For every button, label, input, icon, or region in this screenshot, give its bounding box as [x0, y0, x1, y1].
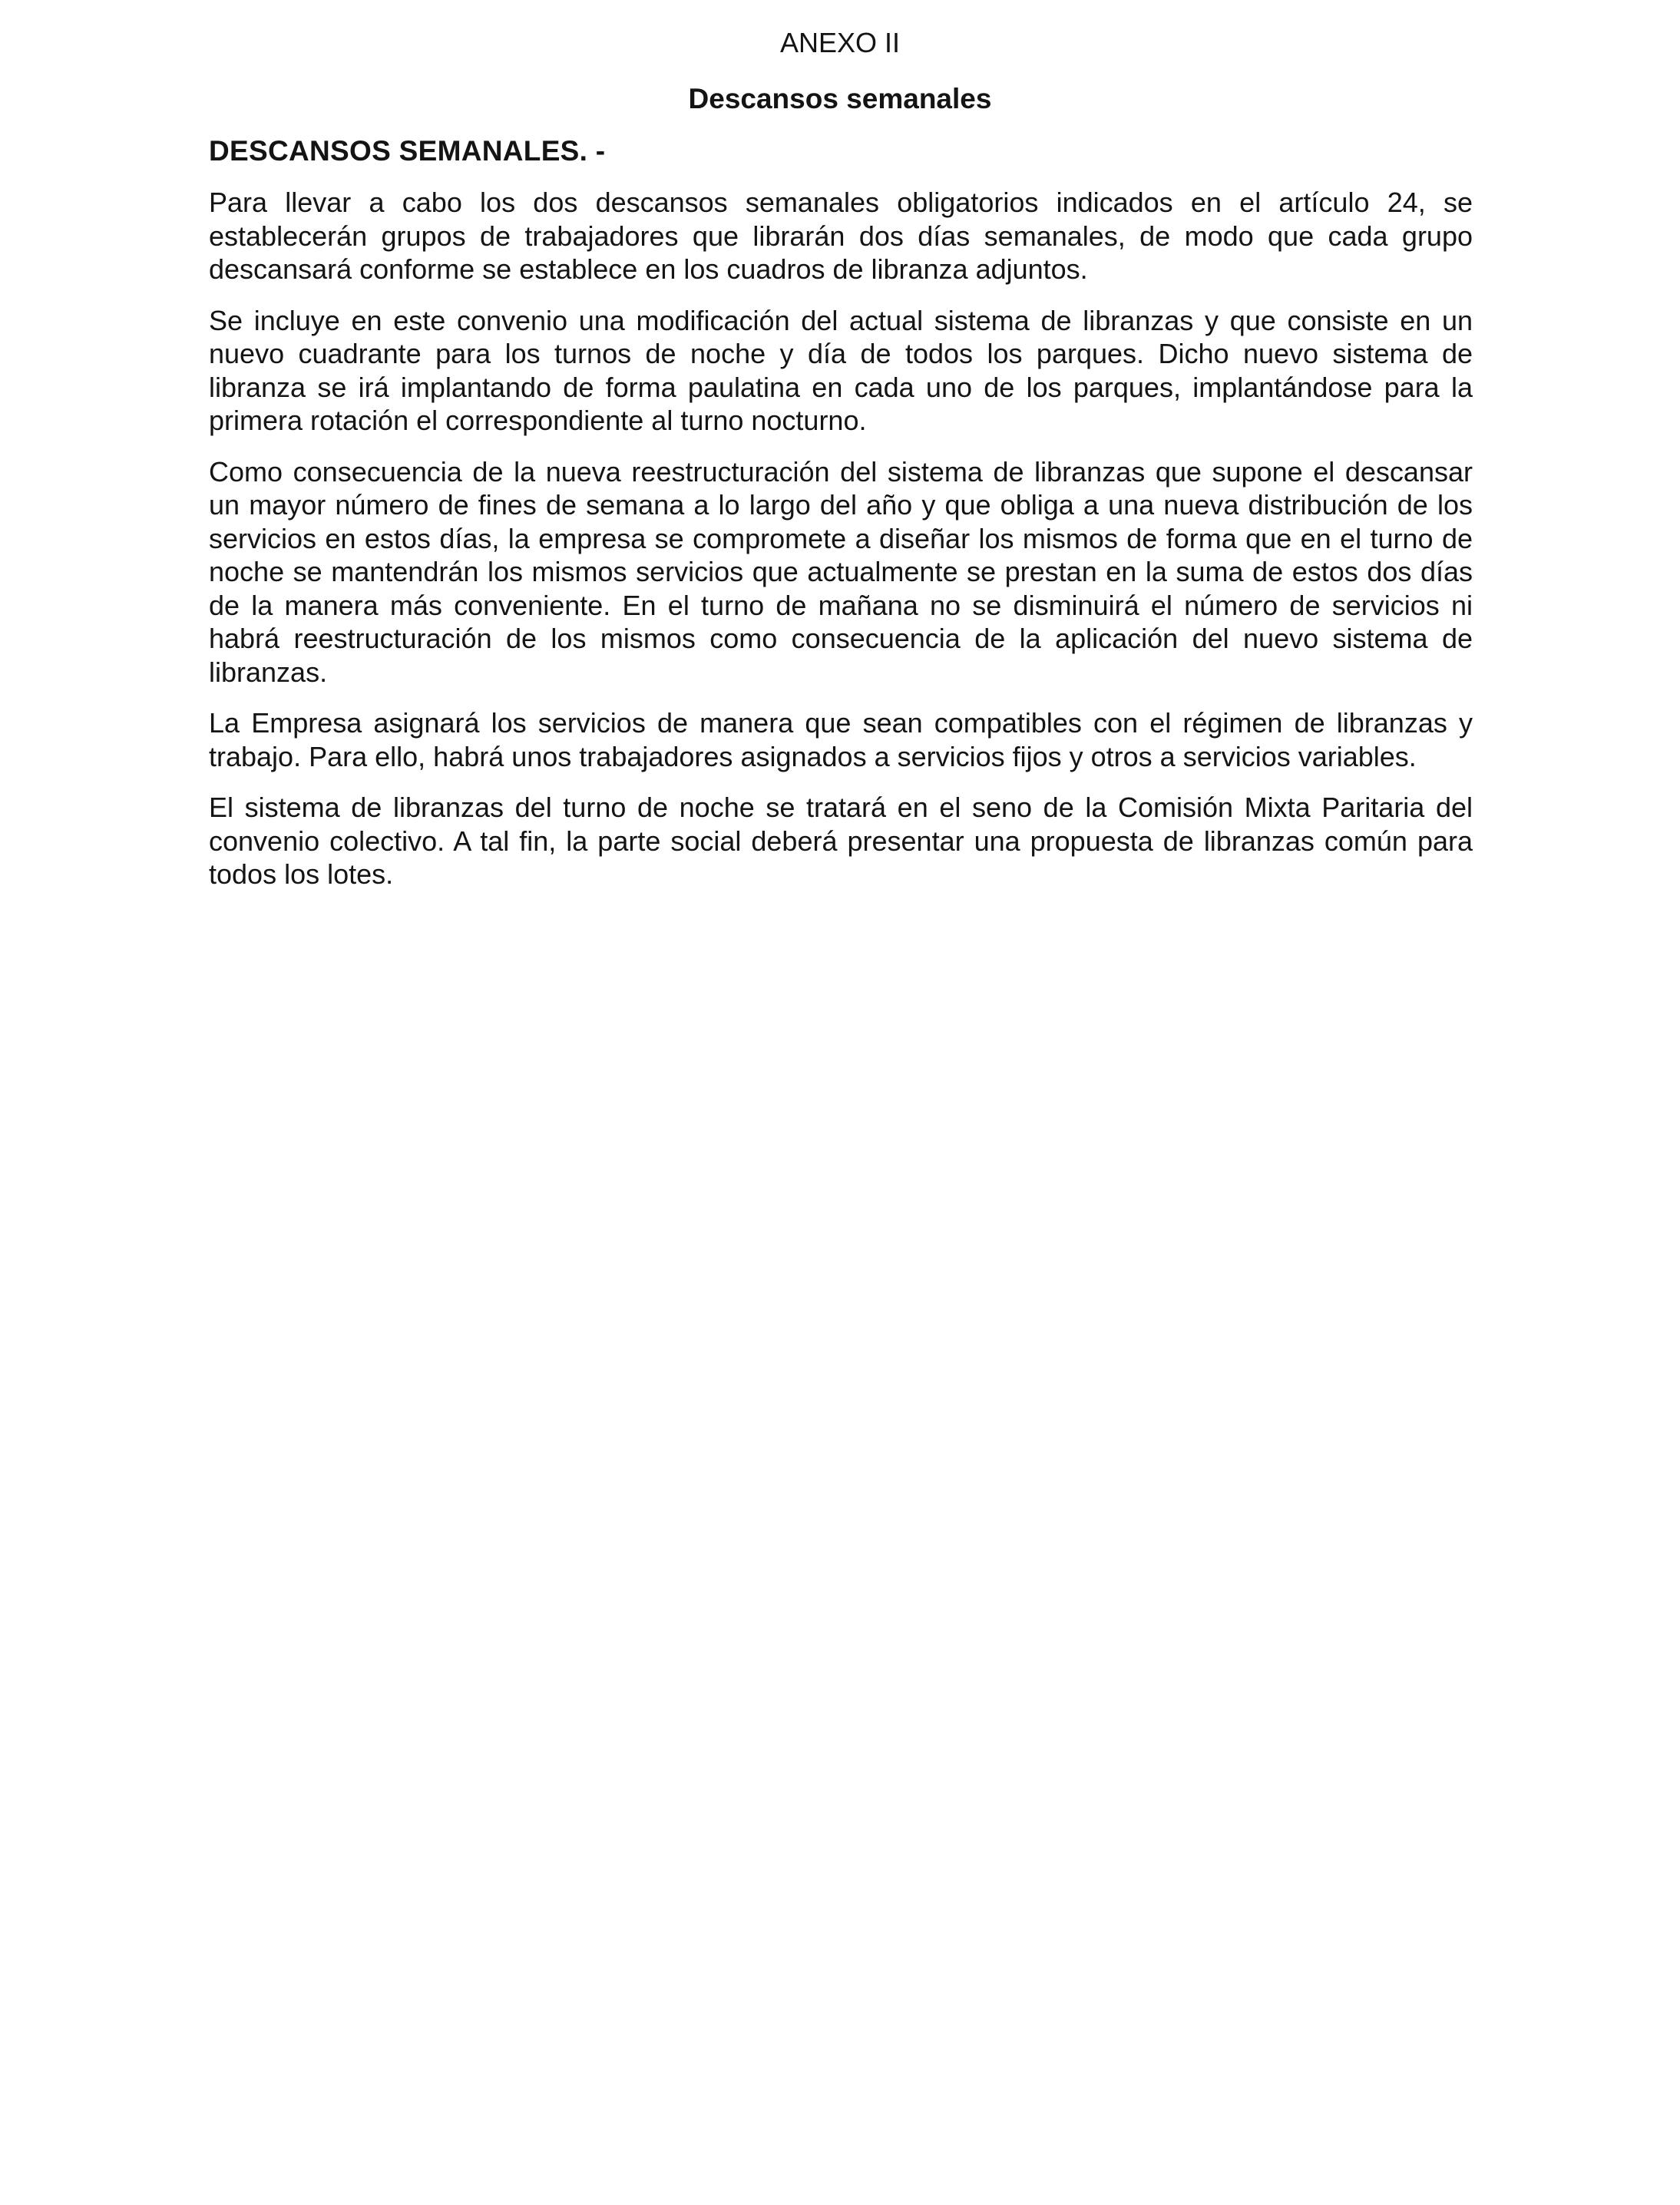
- paragraph-weekly-rest-groups: Para llevar a cabo los dos descansos semanales obligatorios indicados en el artículo 24, se establecerán grupos de trabajadores que librarán dos días semanales, de modo que cada grupo descansará conforme se establece en los cuadros de libranza adjuntos.: [209, 187, 1473, 285]
- paragraph-service-assignment: La Empresa asignará los servicios de manera que sean compatibles con el régimen de libranzas y trabajo. Para ello, habrá unos trabajadores asignados a servicios fijos y otros a servicios variables.: [209, 707, 1473, 772]
- paragraph-restructuring-consequences: Como consecuencia de la nueva reestructuración del sistema de libranzas que supone el descansar un mayor número de fines de semana a lo largo del año y que obliga a una nueva distribución de los servicios en estos días, la empresa se compromete a diseñar los mismos de forma que en el turno de noche se mantendrán los mismos servicios que actualmente se prestan en la suma de estos dos días de la manera más conveniente. En el turno de mañana no se disminuirá el número de servicios ni habrá reestructuración de los mismos como consecuencia de la aplicación del nuevo sistema de libranzas.: [209, 455, 1473, 688]
- section-heading: DESCANSOS SEMANALES. -: [209, 135, 606, 167]
- annex-subtitle: Descansos semanales: [688, 83, 992, 114]
- paragraph-new-schedule: Se incluye en este convenio una modificación del actual sistema de libranzas y que consiste en un nuevo cuadrante para los turnos de noche y día de todos los parques. Dicho nuevo sistema de libranza se irá implantando de forma paulatina en cada uno de los parques, implantándose para la primera rotación el correspondiente al turno nocturno.: [209, 304, 1473, 436]
- document-body: [209, 134, 1473, 909]
- paragraph-night-shift-commission: El sistema de libranzas del turno de noche se tratará en el seno de la Comisión Mixta Paritaria del convenio colectivo. A tal fin, la parte social deberá presentar una propuesta de libranzas común para todos los lotes.: [209, 792, 1473, 890]
- annex-title: ANEXO II: [779, 27, 901, 58]
